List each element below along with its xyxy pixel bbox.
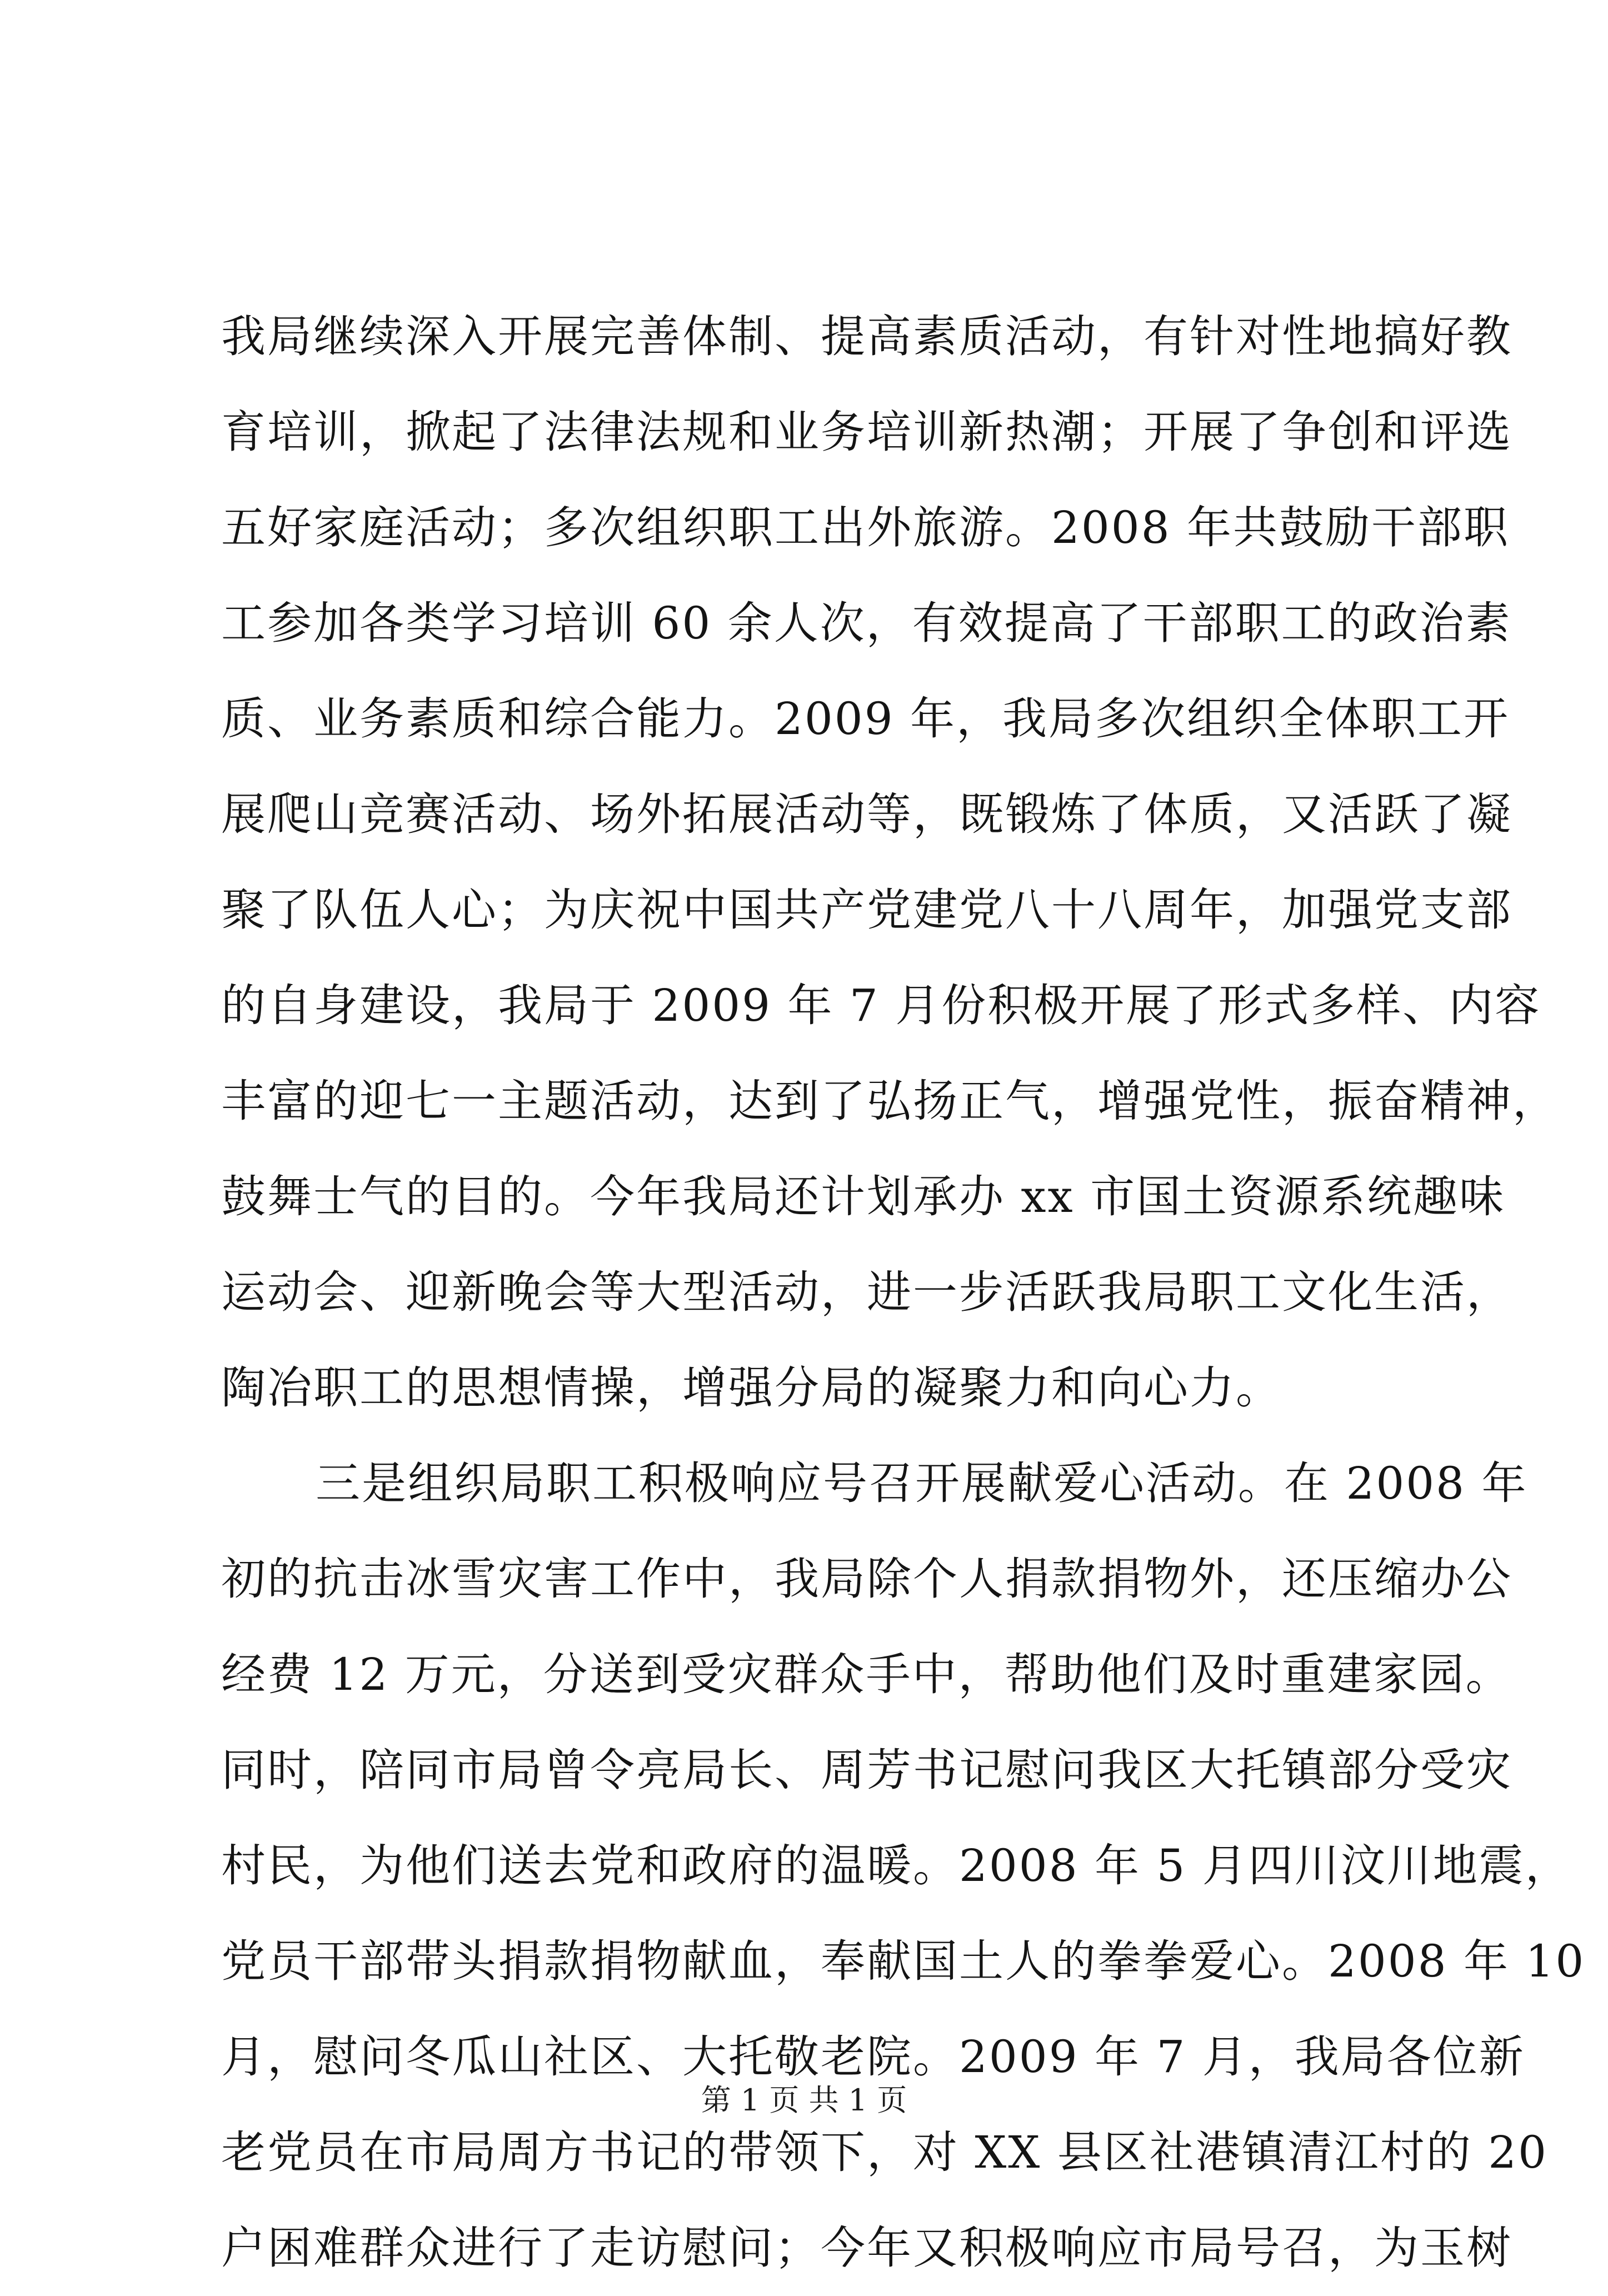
text-line: 展爬山竞赛活动、场外拓展活动等，既锻炼了体质，又活跃了凝 xyxy=(221,788,1512,840)
paragraph-first-line: 三是组织局职工积极响应号召开展献爱心活动。在 2008 年 xyxy=(316,1458,1528,1509)
text-line: 五好家庭活动；多次组织职工出外旅游。2008 年共鼓励干部职 xyxy=(221,502,1510,553)
page-number-label: 第 1 页 共 1 页 xyxy=(701,2083,907,2118)
text-line: 户困难群众进行了走访慰问；今年又积极响应市局号召，为玉树 xyxy=(221,2222,1512,2274)
text-line: 陶冶职工的思想情操，增强分局的凝聚力和向心力。 xyxy=(221,1362,1282,1414)
page-footer xyxy=(0,2081,1608,2120)
body-text xyxy=(221,289,1586,2296)
text-line: 初的抗击冰雪灾害工作中，我局除个人捐款捐物外，还压缩办公 xyxy=(221,1553,1512,1605)
text-line: 的自身建设，我局于 2009 年 7 月份积极开展了形式多样、内容 xyxy=(221,980,1541,1031)
text-line: 育培训，掀起了法律法规和业务培训新热潮；开展了争创和评选 xyxy=(221,406,1512,458)
text-line: 我局继续深入开展完善体制、提高素质活动，有针对性地搞好教 xyxy=(221,311,1512,362)
text-line: 质、业务素质和综合能力。2009 年，我局多次组织全体职工开 xyxy=(221,693,1510,745)
text-line: 工参加各类学习培训 60 余人次，有效提高了干部职工的政治素 xyxy=(221,597,1512,649)
text-line: 村民，为他们送去党和政府的温暖。2008 年 5 月四川汶川地震， xyxy=(221,1840,1571,1891)
text-line: 老党员在市局周方书记的带领下，对 XX 县区社港镇清江村的 20 xyxy=(221,2127,1548,2178)
text-line: 经费 12 万元，分送到受灾群众手中，帮助他们及时重建家园。 xyxy=(221,1649,1512,1700)
text-line: 同时，陪同市局曾令亮局长、周芳书记慰问我区大托镇部分受灾 xyxy=(221,1744,1512,1796)
text-line: 党员干部带头捐款捐物献血，奉献国土人的拳拳爱心。2008 年 10 xyxy=(221,1935,1586,1987)
text-line: 聚了队伍人心；为庆祝中国共产党建党八十八周年，加强党支部 xyxy=(221,884,1512,936)
text-line: 月，慰问冬瓜山社区、大托敬老院。2009 年 7 月，我局各位新 xyxy=(221,2031,1525,2083)
text-line: 鼓舞士气的目的。今年我局还计划承办 xx 市国土资源系统趣味 xyxy=(221,1171,1506,1222)
text-line: 丰富的迎七一主题活动，达到了弘扬正气，增强党性，振奋精神， xyxy=(221,1075,1559,1127)
text-line: 运动会、迎新晚会等大型活动，进一步活跃我局职工文化生活， xyxy=(221,1266,1512,1318)
